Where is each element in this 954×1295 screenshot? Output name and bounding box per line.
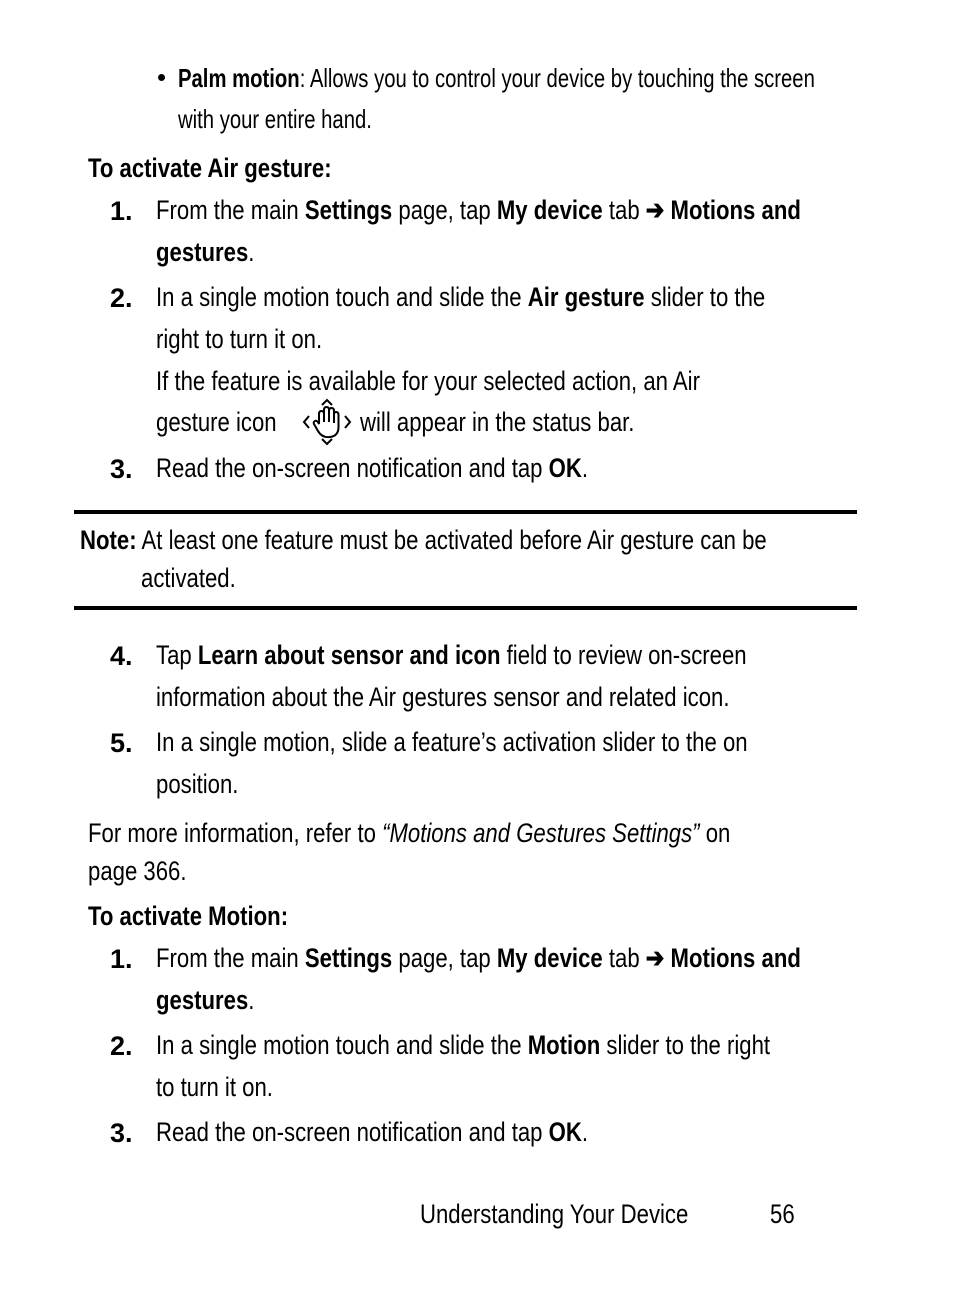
step-number: 5. — [110, 728, 133, 758]
air-step2-line4b: will appear in the status bar. — [360, 407, 635, 437]
air-gesture-hand-icon — [302, 398, 352, 446]
air-step1-line1: From the main Settings page, tap My device tab ➔ Motions and — [156, 195, 801, 225]
step-number: 3. — [110, 1118, 133, 1148]
page-number: 56 — [770, 1199, 795, 1229]
reference-line-1: For more information, refer to “Motions and Gestures Settings” on — [88, 818, 731, 848]
reference-link[interactable]: “Motions and Gestures Settings” — [382, 818, 700, 848]
bullet-term: Palm motion — [178, 63, 300, 93]
step5-line2: position. — [156, 769, 239, 799]
arrow-right-icon: ➔ — [645, 943, 665, 973]
note-line-2: activated. — [141, 563, 236, 593]
air-step2-line4a: gesture icon — [156, 407, 277, 437]
motion-step2-line2: to turn it on. — [156, 1072, 273, 1102]
note-label: Note: — [80, 525, 137, 555]
air-step3-line1: Read the on-screen notification and tap OK. — [156, 453, 589, 483]
bullet-line-1: Palm motion: Allows you to control your device by touching the screen — [178, 63, 815, 93]
step-number: 1. — [110, 944, 133, 974]
step4-line1: Tap Learn about sensor and icon field to review on-screen — [156, 640, 747, 670]
arrow-right-icon: ➔ — [645, 195, 665, 225]
note-line-1: Note: At least one feature must be activated before Air gesture can be — [80, 525, 767, 555]
motion-step1-line2: gestures. — [156, 985, 255, 1015]
motion-step3-line1: Read the on-screen notification and tap OK. — [156, 1117, 589, 1147]
step-number: 3. — [110, 454, 133, 484]
air-step2-line1: In a single motion touch and slide the Air gesture slider to the — [156, 282, 766, 312]
step4-line2: information about the Air gestures sensor and related icon. — [156, 682, 730, 712]
note-top-rule — [74, 510, 857, 514]
step-number: 4. — [110, 641, 133, 671]
motion-heading: To activate Motion: — [88, 901, 289, 931]
step-number: 2. — [110, 1031, 133, 1061]
air-step2-line3: If the feature is available for your selected action, an Air — [156, 366, 700, 396]
air-step1-line2: gestures. — [156, 237, 255, 267]
motion-step1-line1: From the main Settings page, tap My device tab ➔ Motions and — [156, 943, 801, 973]
bullet-marker: • — [157, 62, 167, 92]
motion-step2-line1: In a single motion touch and slide the Motion slider to the right — [156, 1030, 771, 1060]
footer-section-title: Understanding Your Device — [420, 1199, 689, 1229]
note-bottom-rule — [74, 606, 857, 610]
step-number: 1. — [110, 196, 133, 226]
step-number: 2. — [110, 283, 133, 313]
step5-line1: In a single motion, slide a feature’s activation slider to the on — [156, 727, 748, 757]
reference-line-2: page 366. — [88, 856, 187, 886]
air-step2-line2: right to turn it on. — [156, 324, 323, 354]
bullet-line-2: with your entire hand. — [178, 104, 372, 134]
air-gesture-heading: To activate Air gesture: — [88, 153, 332, 183]
